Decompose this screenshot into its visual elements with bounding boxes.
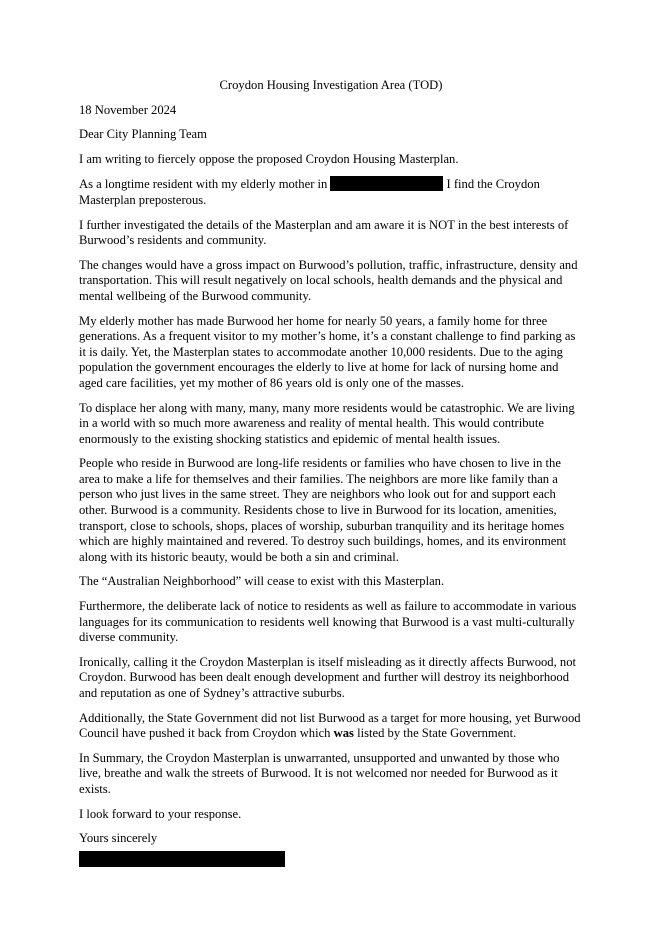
address-redaction — [330, 176, 443, 191]
paragraph-mother-home: My elderly mother has made Burwood her home for nearly 50 years, a family home for three generations. As a frequent visitor to my mother’s home, it’s a constant challenge to find parking as it is daily. Yet, the Masterplan states to accommodate another 10,000 residents. Due to the aging population the government encourages the elderly to live at home for lack of nursing home and aged care facilities, yet my mother of 86 years old is only one of the masses. — [79, 313, 576, 390]
letter-body — [79, 78, 583, 867]
paragraph-state-government — [79, 711, 583, 742]
paragraph-residence — [79, 176, 583, 208]
paragraph-summary: In Summary, the Croydon Masterplan is unwarranted, unsupported and unwanted by those who live, breathe and walk the streets of Burwood. It is not welcomed nor needed for Burwood as it exists. — [79, 750, 560, 796]
signature-redaction — [79, 851, 285, 867]
paragraph-community: People who reside in Burwood are long-life residents or families who have chosen to live in the area to make a life for themselves and their families. The neighbors are more like family than a person who just lives in the same street. They are neighbors who look out for and support each other. Burwood is a community. Residents chose to live in Burwood for its location, amenities, transport, close to schools, shops, places of worship, suburban tranquility and its heritage homes which are highly maintained and revered. To destroy such buildings, homes, and its environment along with its historic beauty, would be both a sin and criminal. — [79, 456, 567, 564]
paragraph-displacement: To displace her along with many, many, many more residents would be catastrophic. We are living in a world with so much more awareness and reality of mental health. This would contribute enormously to the existing shocking statistics and epidemic of mental health issues. — [79, 400, 575, 446]
paragraph-impact: The changes would have a gross impact on Burwood’s pollution, traffic, infrastructure, density and transportation. This will result negatively on local schools, health demands and the physical and mental wellbeing of the Burwood community. — [79, 257, 578, 303]
state-government-bold-word: was — [333, 726, 354, 741]
paragraph-response: I look forward to your response. — [79, 806, 242, 821]
paragraph-notice: Furthermore, the deliberate lack of notice to residents as well as failure to accommodate in various languages for its communication to residents well knowing that Burwood is a vast multi-culturally diverse community. — [79, 599, 577, 645]
paragraph-neighborhood: The “Australian Neighborhood” will cease to exist with this Masterplan. — [79, 574, 445, 589]
paragraph-residence-end: I find the Croydon Masterplan preposterous. — [79, 177, 540, 207]
letter-salutation: Dear City Planning Team — [79, 127, 207, 142]
letter-closing: Yours sincerely — [79, 831, 158, 846]
letter-title: Croydon Housing Investigation Area (TOD) — [219, 78, 443, 92]
state-government-text-end: listed by the State Government. — [357, 726, 517, 741]
paragraph-misleading-name: Ironically, calling it the Croydon Masterplan is itself misleading as it directly affects Burwood, not Croydon. Burwood has been dealt enough development and further will destroy its neighborhood and reputation as one of Sydney’s attractive suburbs. — [79, 654, 576, 700]
paragraph-residence-start: As a longtime resident with my elderly mother in — [79, 177, 328, 192]
paragraph-opposition: I am writing to fiercely oppose the proposed Croydon Housing Masterplan. — [79, 151, 459, 166]
letter-date: 18 November 2024 — [79, 102, 177, 117]
state-government-text-start: Additionally, the State Government did not list Burwood as a target for more housing, yet Burwood Council have pushed it back from Croydon which — [79, 710, 581, 741]
paragraph-investigation: I further investigated the details of the Masterplan and am aware it is NOT in the best interests of Burwood’s residents and community. — [79, 217, 569, 248]
